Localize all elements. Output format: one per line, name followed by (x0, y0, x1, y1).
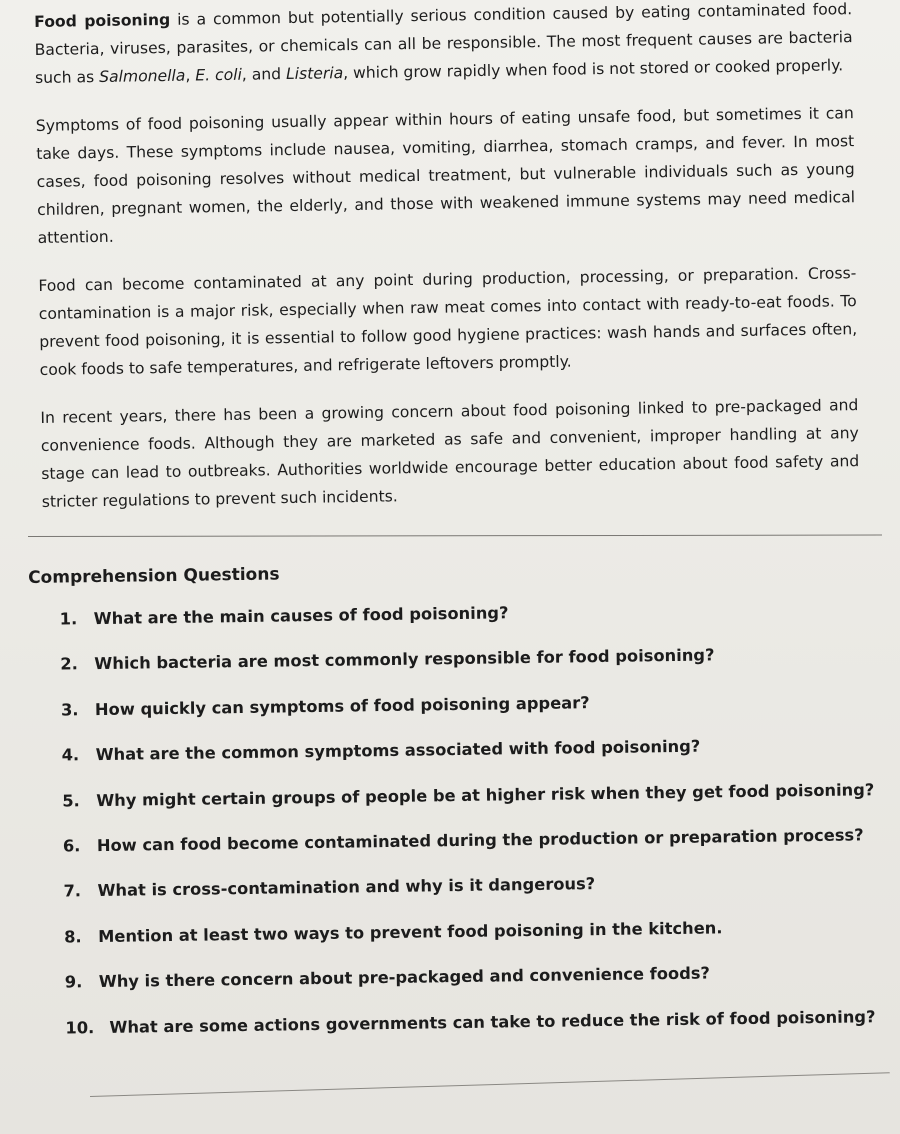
question-text: What is cross-contamination and why is it dangerous? (97, 874, 596, 901)
bacteria-name: Salmonella (99, 66, 186, 86)
question-text: How quickly can symptoms of food poisoning appear? (94, 692, 590, 719)
paragraph-convenience-foods: In recent years, there has been a growing concern about food poisoning linked to pre-packaged and convenience foods. Although they are marketed as safe and convenient, improper handling at any stage can lead to outbreaks. Authorities worldwide encourage better education about food safety and stricter regulations to prevent such incidents. (40, 396, 860, 511)
question-item (34, 959, 884, 995)
question-text: Why is there concern about pre-packaged and convenience foods? (98, 963, 711, 992)
bacteria-name: E. coli (195, 65, 242, 85)
question-number: 1. (59, 609, 78, 629)
comprehension-questions (28, 556, 885, 1062)
question-number: 8. (64, 927, 82, 947)
question-text: Mention at least two ways to prevent food poisoning in the kitchen. (98, 918, 723, 946)
question-number: 9. (64, 972, 83, 992)
section-divider (28, 535, 882, 537)
separator-text: , (185, 66, 196, 85)
question-number: 3. (60, 700, 79, 720)
reading-passage (34, 0, 860, 536)
question-item (30, 732, 880, 768)
question-number: 6. (62, 836, 81, 856)
question-number: 7. (63, 881, 82, 901)
question-number: 2. (60, 654, 78, 674)
question-number: 5. (62, 790, 80, 811)
question-text: Which bacteria are most commonly responsible for food poisoning? (94, 645, 715, 674)
bacteria-name: Listeria (285, 64, 344, 84)
question-text: What are some actions governments can take to reduce the risk of food poisoning? (109, 1006, 876, 1037)
paragraph-contamination: Food can become contaminated at any point during production, processing, or preparation. Cross-contamination is a major risk, especially when raw meat comes into contact with ready-to-eat foods. To prevent food poisoning, it is essential to follow good hygiene practices: wash hands and surfaces often, cook foods to safe temperatures, and refrigerate leftovers promptly. (38, 264, 858, 379)
questions-heading: Comprehension Questions (28, 564, 280, 588)
bottom-rule (90, 1072, 890, 1097)
question-item (32, 823, 882, 859)
question-list (29, 596, 885, 1040)
question-item (33, 914, 883, 950)
paragraph-symptoms: Symptoms of food poisoning usually appear within hours of eating unsafe food, but sometimes it can take days. These symptoms include nausea, vomiting, diarrhea, stomach cramps, and fever. In most cases, food poisoning resolves without medical treatment, but vulnerable individuals such as young children, pregnant women, the elderly, and those with weakened immune systems may need medical attention. (35, 104, 856, 247)
question-number: 4. (61, 745, 80, 765)
lead-term: Food poisoning (34, 10, 171, 31)
question-item (29, 596, 879, 632)
question-item (30, 687, 880, 723)
question-item (34, 1005, 884, 1041)
question-text: What are the common symptoms associated with food poisoning? (95, 736, 701, 765)
question-number: 10. (65, 1017, 95, 1038)
question-text: What are the main causes of food poisoning? (93, 603, 509, 629)
paragraph-text: is a common but potentially serious condition caused by eating contaminated food. Bacteria, viruses, parasites, or chemicals can all be responsible. The most frequent causes are bacteria such as (34, 0, 853, 87)
paragraph-intro (34, 0, 853, 92)
question-item (32, 868, 882, 904)
question-item (31, 778, 881, 814)
separator-text: , and (241, 65, 287, 84)
paragraph-text: , which grow rapidly when food is not stored or cooked properly. (343, 56, 844, 83)
question-item (29, 642, 879, 678)
question-text: How can food become contaminated during the production or preparation process? (96, 825, 864, 856)
question-text: Why might certain groups of people be at higher risk when they get food poisoning? (96, 779, 875, 810)
